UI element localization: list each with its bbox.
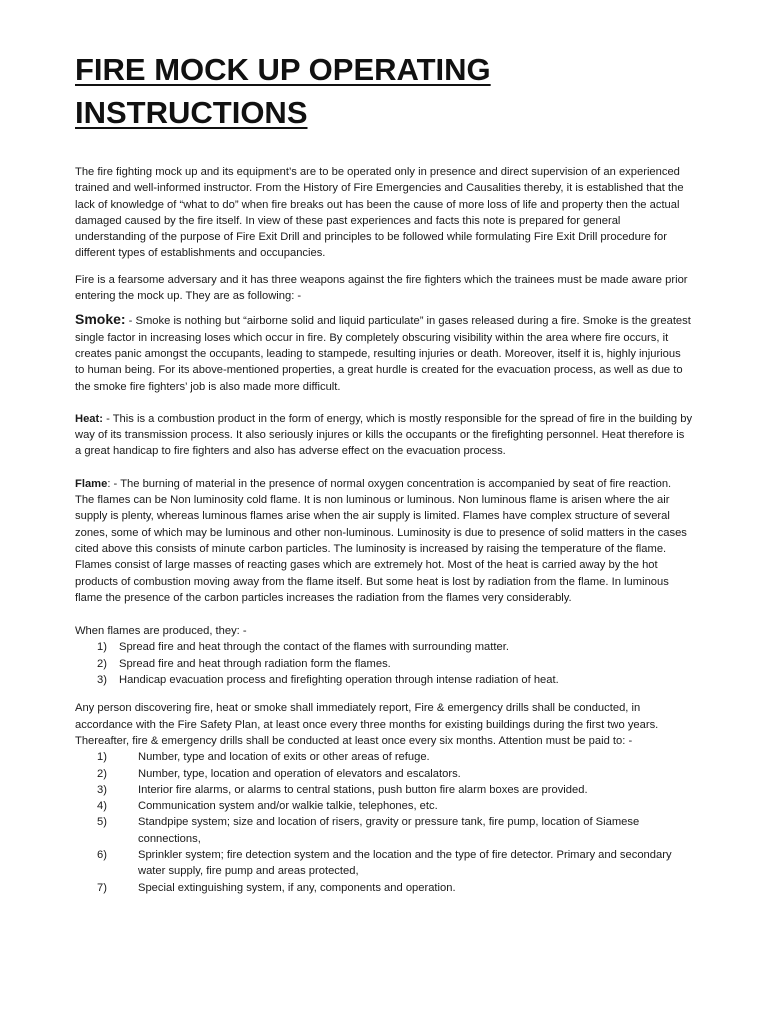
flames-list (75, 639, 693, 688)
list-item (75, 639, 693, 655)
list-item-number: 3) (97, 783, 107, 796)
list-item (75, 798, 693, 814)
document-title-text: FIRE MOCK UP OPERATING INSTRUCTIONS (75, 52, 491, 130)
smoke-text: - Smoke is nothing but “airborne solid and liquid particulate” in gases released during a fire. Smoke is the greatest single factor in increasing loses which occur in fire. By completely obscuring visibility within the area where fire occurs, it creates panic amongst the occupants, leading to stampede, resulting injuries or death. Moreover, itself it is, highly injurious to human being. For its above-mentioned properties, a great hurdle is created for the evacuation process, as well as due to the smoke fire fighters’ job is also made more difficult. (75, 315, 691, 393)
list-item-number: 7) (97, 881, 107, 894)
list-item-number: 5) (97, 816, 107, 829)
list-item-text: Number, type, location and operation of elevators and escalators. (138, 767, 461, 780)
list-item-number: 6) (97, 848, 107, 861)
list-item-number: 1) (97, 751, 107, 764)
list-item-number: 2) (97, 767, 107, 780)
list-item-text: Interior fire alarms, or alarms to central stations, push button fire alarm boxes are provided. (138, 783, 588, 796)
heat-text: - This is a combustion product in the form of energy, which is mostly responsible for the spread of fire in the building by way of its transmission process. It also seriously injures or kills the occupants or the firefighting personnel. Heat therefore is a great handicap to fire fighters and also has adverse effect on the evacuation process. (75, 412, 693, 458)
smoke-term: Smoke: (75, 311, 126, 328)
intro-paragraph: The fire fighting mock up and its equipment’s are to be operated only in presence and direct supervision of an experienced trained and well-informed instructor. From the History of Fire Emergencies and Causalities thereby, it is established that the lack of knowledge of “what to do” when fire breaks out has been the cause of more loss of life and property then the actual damaged caused by the fire itself. In view of these past experiences and facts this note is prepared for general understanding of the purpose of Fire Exit Drill and principles to be followed while formulating Fire Exit Drill procedure for different types of establishments and occupancies. (75, 166, 684, 260)
list-item-number: 2) (97, 657, 107, 670)
list-item-text: Sprinkler system; fire detection system and the location and the type of fire detector. Primary and secondary water supply, fire pump and areas protected, (138, 848, 672, 878)
smoke-paragraph (75, 311, 693, 394)
list-item-text: Standpipe system; size and location of risers, gravity or pressure tank, fire pump, location of Siamese connections, (138, 816, 640, 845)
list-item-text: Handicap evacuation process and firefighting operation through intense radiation of heat. (119, 674, 559, 687)
list-item-text: Special extinguishing system, if any, components and operation. (138, 881, 456, 894)
heat-term: Heat: (75, 412, 103, 425)
list-item (75, 847, 693, 880)
list-item (75, 656, 693, 672)
list-item-text: Number, type and location of exits or other areas of refuge. (138, 751, 430, 764)
fire-adversary-paragraph: Fire is a fearsome adversary and it has three weapons against the fire fighters which the trainees must be made aware prior entering the mock up. They are as following: - (75, 273, 688, 303)
list-item (75, 749, 693, 765)
list-item (75, 880, 693, 896)
report-paragraph: Any person discovering fire, heat or smoke shall immediately report, Fire & emergency drills shall be conducted, in accordance with the Fire Safety Plan, at least once every three months for existing buildings during the first two years. Thereafter, fire & emergency drills shall be conducted at least once every six months. Attention must be paid to: - (75, 702, 659, 747)
list-item-number: 4) (97, 800, 107, 813)
flame-text: : - The burning of material in the presence of normal oxygen concentration is accompanied by seat of fire reaction. The flames can be Non luminosity cold flame. It is non luminous or luminous. Non luminous flame is arisen where the air supply is plenty, whereas luminous flames arise when the air supply is limited. Flames have complex structure of several zones, some of which may be luminous and other non-luminous. Luminosity is due to presence of solid matters in the cases cited above this consists of minute carbon particles. The luminosity is increased by raising the temperature of the flame. Flames consist of large masses of reacting gases which are extremely hot. Most of the heat is carried away by the hot products of combustion moving away from the flame itself. But some heat is lost by radiation from the flame. In luminous flame the presence of the carbon particles increases the radiation from the flames very considerably. (75, 477, 687, 604)
flames-intro: When flames are produced, they: - (75, 625, 247, 638)
list-item-text: Spread fire and heat through the contact of the flames with surrounding matter. (119, 641, 509, 654)
attention-list (75, 749, 693, 896)
list-item-number: 1) (97, 641, 107, 654)
list-item-text: Spread fire and heat through radiation form the flames. (119, 657, 391, 670)
list-item (75, 766, 693, 782)
list-item-number: 3) (97, 674, 107, 687)
heat-paragraph (75, 411, 693, 460)
list-item-text: Communication system and/or walkie talkie, telephones, etc. (138, 800, 438, 813)
document-title (75, 48, 693, 134)
flame-term: Flame (75, 477, 108, 490)
list-item (75, 672, 693, 688)
document-page (75, 48, 693, 896)
list-item (75, 782, 693, 798)
list-item (75, 814, 693, 847)
flame-paragraph (75, 476, 693, 606)
